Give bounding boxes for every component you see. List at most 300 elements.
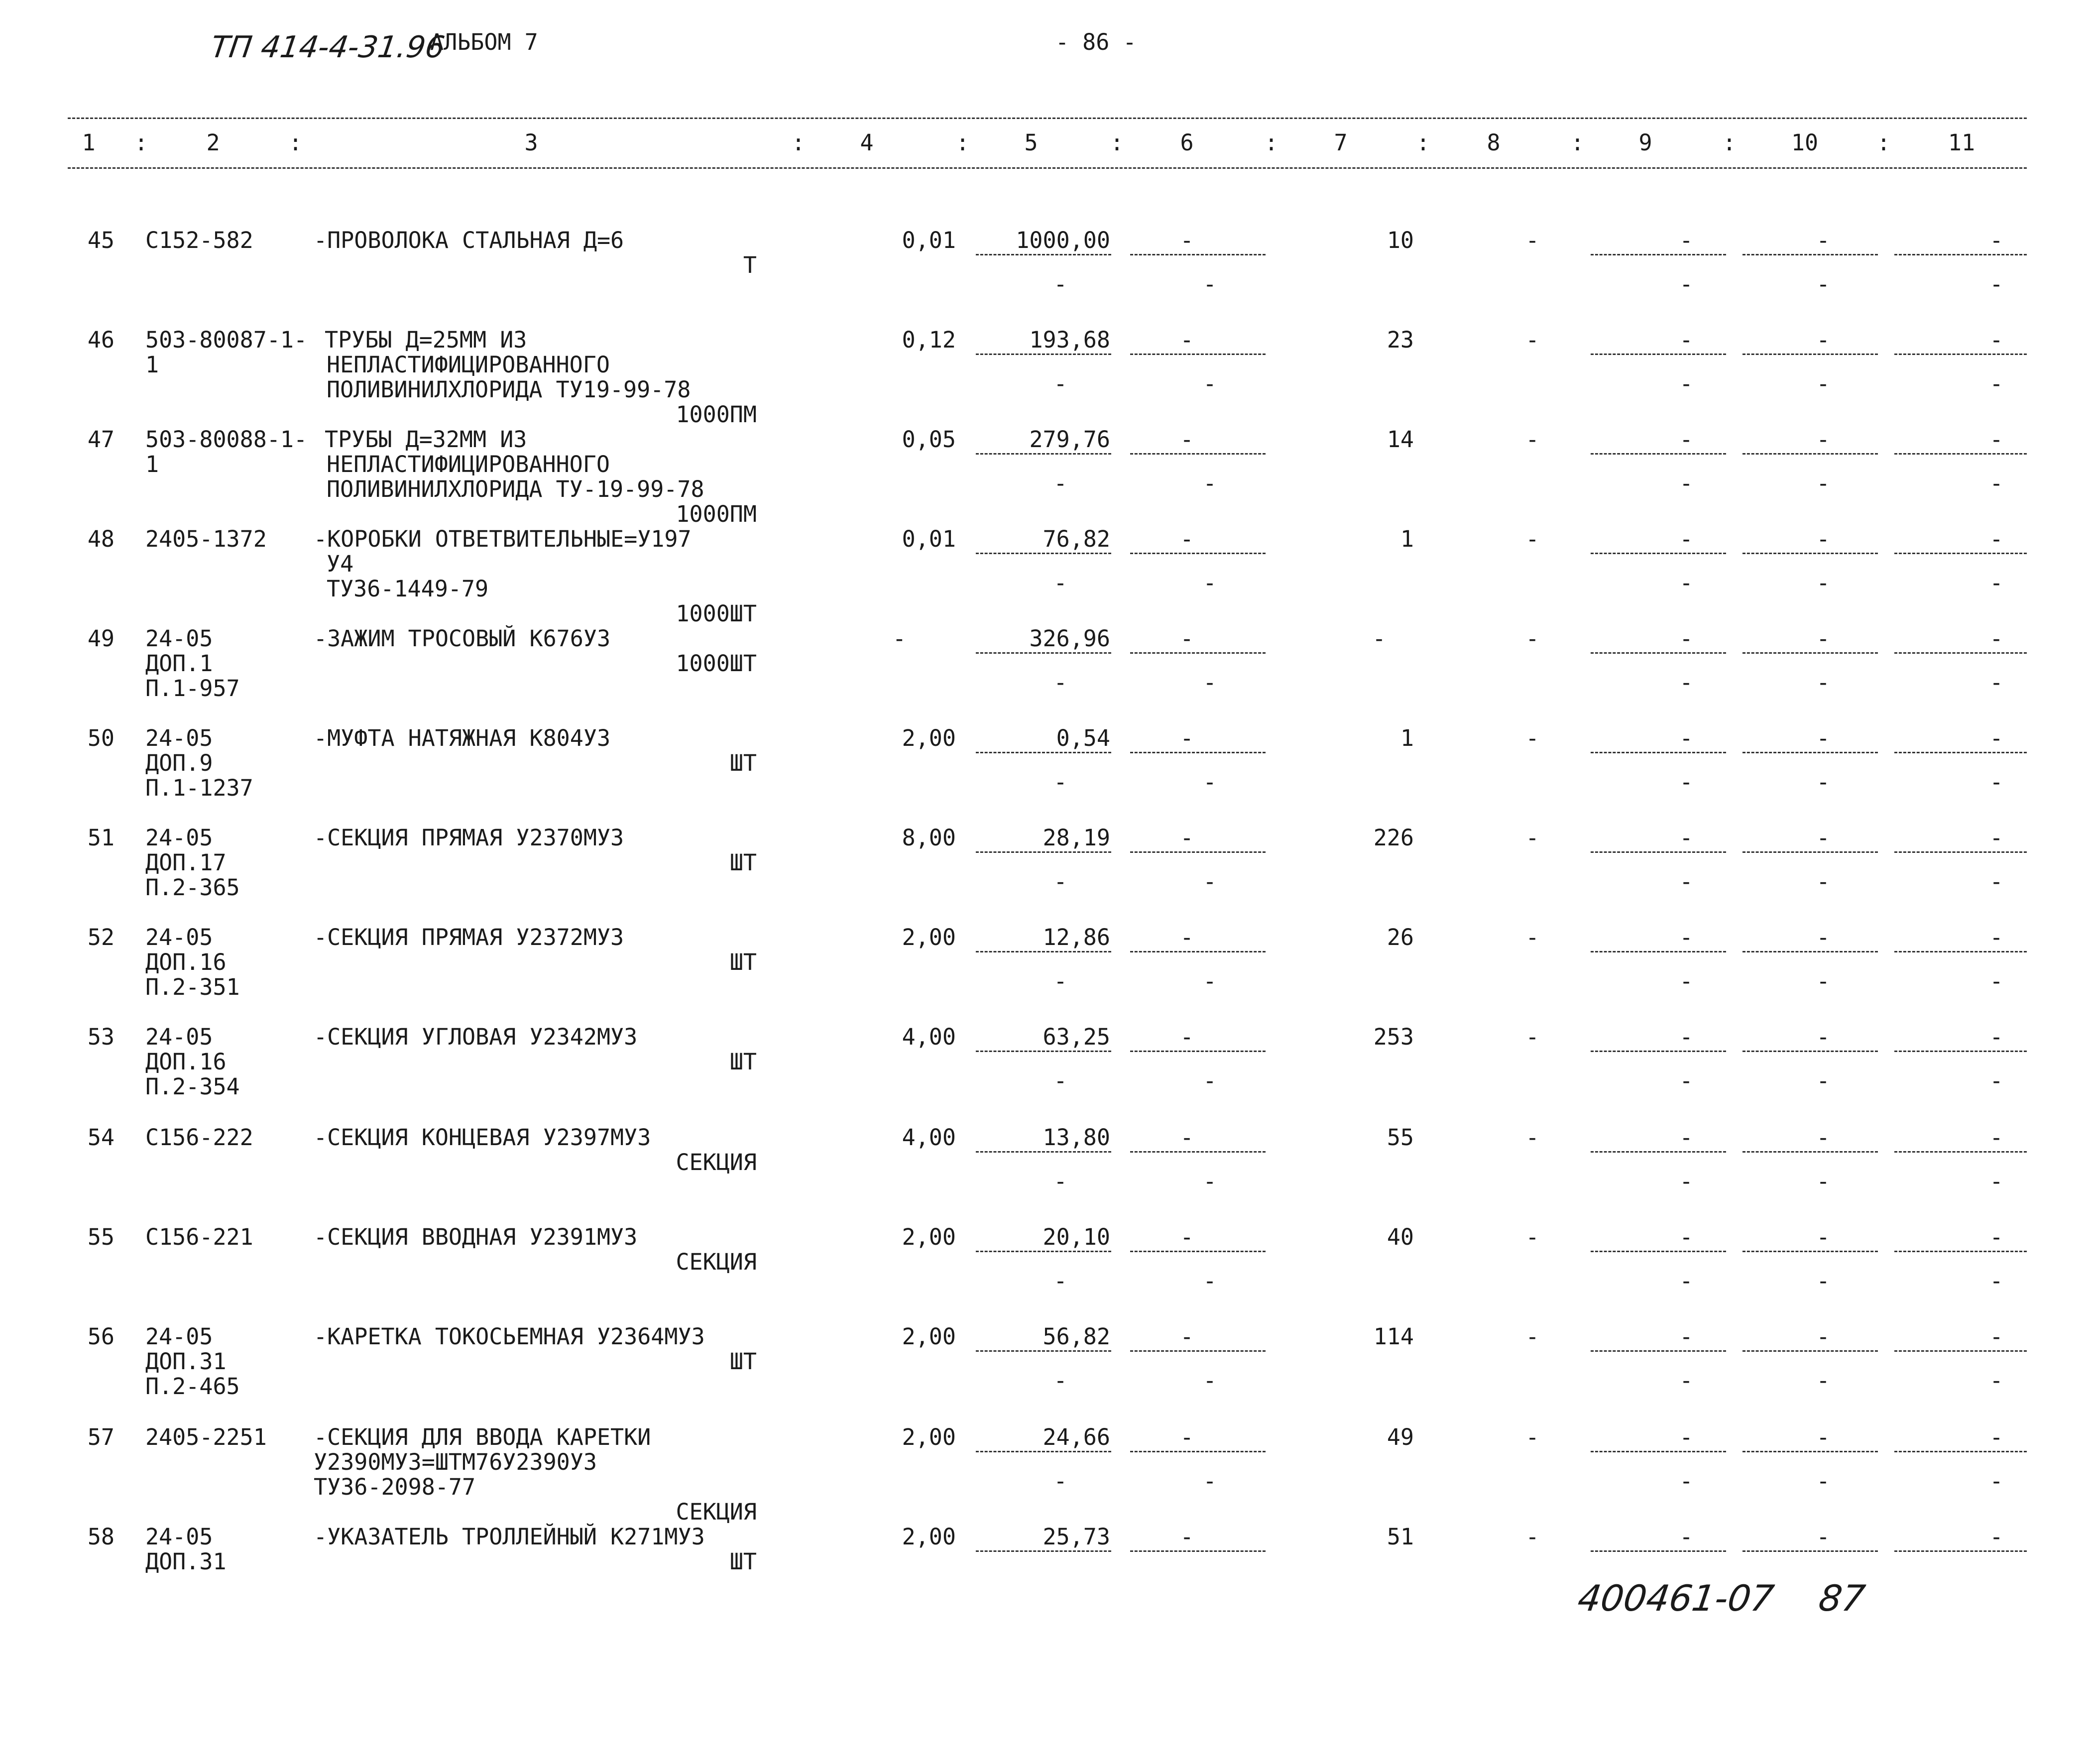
- cell-divider: [1742, 652, 1878, 654]
- row-col7: 114: [1373, 1323, 1414, 1350]
- row-b11-lower: -: [1989, 968, 2003, 994]
- cell-divider: [1894, 1350, 2027, 1352]
- row-code-line: 2405-2251: [145, 1424, 267, 1450]
- row-b10-lower: -: [1816, 470, 1830, 496]
- row-c9: -: [1679, 1323, 1693, 1350]
- row-name-line: -ЗАЖИМ ТРОСОВЫЙ К676У3: [314, 625, 611, 652]
- row-quantity: 0,05: [902, 426, 956, 453]
- row-c9: -: [1679, 327, 1693, 353]
- row-price: 13,80: [1043, 1124, 1110, 1151]
- column-separator: :: [1571, 129, 1585, 156]
- row-c11: -: [1989, 1524, 2003, 1550]
- row-b11-lower: -: [1989, 271, 2003, 297]
- row-c10: -: [1816, 824, 1830, 851]
- row-c10: -: [1816, 1524, 1830, 1550]
- cell-divider: [1894, 951, 2027, 952]
- row-code-line: ДОП.16: [145, 1049, 227, 1075]
- cell-divider: [1591, 453, 1726, 455]
- row-c11: -: [1989, 824, 2003, 851]
- cell-divider: [976, 353, 1111, 355]
- cell-divider: [1591, 851, 1726, 853]
- row-price: 20,10: [1043, 1224, 1110, 1250]
- row-col6: -: [1180, 1323, 1194, 1350]
- cell-divider: [1130, 453, 1266, 455]
- row-code-line: ДОП.1: [145, 650, 213, 677]
- row-b5-lower: -: [1053, 968, 1067, 994]
- cell-divider: [1130, 353, 1266, 355]
- footer-handwritten-stamp: [1575, 1577, 1867, 1619]
- row-name-line: -КОРОБКИ ОТВЕТВИТЕЛЬНЫЕ=У197: [314, 526, 692, 552]
- row-b6-lower: -: [1203, 1468, 1217, 1494]
- column-separator: :: [1110, 129, 1124, 156]
- cell-divider: [976, 1251, 1111, 1252]
- cell-divider: [1130, 951, 1266, 952]
- row-col7: 226: [1373, 824, 1414, 851]
- cell-divider: [1742, 951, 1878, 952]
- row-c10: -: [1816, 327, 1830, 353]
- row-c10: -: [1816, 625, 1830, 652]
- row-col8: -: [1525, 625, 1539, 652]
- row-code-line: 24-05: [145, 1024, 213, 1050]
- row-code-line: 24-05: [145, 1323, 213, 1350]
- row-unit: 1000ШТ: [676, 650, 757, 677]
- row-number: 45: [87, 227, 115, 253]
- row-unit: СЕКЦИЯ: [676, 1149, 757, 1176]
- cell-divider: [1894, 1550, 2027, 1552]
- row-code-line: 1: [145, 451, 159, 477]
- row-name-line: НЕПЛАСТИФИЦИРОВАННОГО: [327, 451, 610, 477]
- row-b9-lower: -: [1679, 1268, 1693, 1294]
- cell-divider: [1894, 254, 2027, 255]
- album-label: АЛЬБОМ 7: [430, 29, 538, 55]
- row-b11-lower: -: [1989, 669, 2003, 696]
- row-price: 28,19: [1043, 824, 1110, 851]
- row-col8: -: [1525, 227, 1539, 253]
- column-number-2: 2: [206, 129, 220, 156]
- row-b5-lower: -: [1053, 1367, 1067, 1394]
- row-c10: -: [1816, 1323, 1830, 1350]
- row-number: 58: [87, 1524, 115, 1550]
- row-quantity: 2,00: [902, 924, 956, 950]
- row-col7: 1: [1400, 526, 1414, 552]
- row-b5-lower: -: [1053, 868, 1067, 895]
- column-number-3: 3: [524, 129, 538, 156]
- row-b6-lower: -: [1203, 470, 1217, 496]
- row-col7: 14: [1387, 426, 1414, 453]
- row-col8: -: [1525, 1424, 1539, 1450]
- row-col8: -: [1525, 924, 1539, 950]
- cell-divider: [1742, 453, 1878, 455]
- row-b9-lower: -: [1679, 968, 1693, 994]
- row-code-line: П.2-354: [145, 1073, 240, 1100]
- row-col7: 23: [1387, 327, 1414, 353]
- row-price: 76,82: [1043, 526, 1110, 552]
- row-b11-lower: -: [1989, 470, 2003, 496]
- row-col8: -: [1525, 426, 1539, 453]
- row-col6: -: [1180, 1024, 1194, 1050]
- row-b9-lower: -: [1679, 1367, 1693, 1394]
- column-number-5: 5: [1024, 129, 1038, 156]
- row-col6: -: [1180, 526, 1194, 552]
- row-col7: 253: [1373, 1024, 1414, 1050]
- row-c10: -: [1816, 1124, 1830, 1151]
- row-price: 326,96: [1029, 625, 1110, 652]
- row-c10: -: [1816, 1424, 1830, 1450]
- cell-divider: [1591, 353, 1726, 355]
- row-c9: -: [1679, 924, 1693, 950]
- row-c9: -: [1679, 1024, 1693, 1050]
- row-b5-lower: -: [1053, 470, 1067, 496]
- cell-divider: [976, 1550, 1111, 1552]
- row-number: 53: [87, 1024, 115, 1050]
- row-b5-lower: -: [1053, 1468, 1067, 1494]
- row-b11-lower: -: [1989, 1168, 2003, 1194]
- row-c10: -: [1816, 526, 1830, 552]
- row-c10: -: [1816, 924, 1830, 950]
- cell-divider: [1130, 851, 1266, 853]
- cell-divider: [1130, 254, 1266, 255]
- row-c11: -: [1989, 1024, 2003, 1050]
- row-name-line: -УКАЗАТЕЛЬ ТРОЛЛЕЙНЫЙ К271МУ3: [314, 1524, 705, 1550]
- row-name-line: У2390МУ3=ШТМ76У2390У3: [314, 1449, 597, 1475]
- row-name-line: ПОЛИВИНИЛХЛОРИДА ТУ19-99-78: [327, 376, 691, 403]
- cell-divider: [1591, 254, 1726, 255]
- row-number: 52: [87, 924, 115, 950]
- cell-divider: [976, 752, 1111, 753]
- cell-divider: [1742, 851, 1878, 853]
- row-price: 12,86: [1043, 924, 1110, 950]
- row-col7: 1: [1400, 725, 1414, 751]
- row-quantity: 0,12: [902, 327, 956, 353]
- row-b10-lower: -: [1816, 968, 1830, 994]
- row-col8: -: [1525, 1524, 1539, 1550]
- row-col7: 26: [1387, 924, 1414, 950]
- row-code-line: С156-222: [145, 1124, 253, 1151]
- row-c9: -: [1679, 1424, 1693, 1450]
- row-number: 55: [87, 1224, 115, 1250]
- row-col7: -: [1372, 625, 1386, 652]
- cell-divider: [1130, 752, 1266, 753]
- row-c11: -: [1989, 1323, 2003, 1350]
- row-name-line: -СЕКЦИЯ ПРЯМАЯ У2372МУ3: [314, 924, 624, 950]
- row-col7: 40: [1387, 1224, 1414, 1250]
- row-b5-lower: -: [1053, 271, 1067, 297]
- row-b10-lower: -: [1816, 1168, 1830, 1194]
- column-number-8: 8: [1487, 129, 1501, 156]
- row-c9: -: [1679, 625, 1693, 652]
- cell-divider: [1591, 1550, 1726, 1552]
- cell-divider: [976, 453, 1111, 455]
- row-code-line: П.1-957: [145, 675, 240, 702]
- column-separator: :: [134, 129, 148, 156]
- row-b5-lower: -: [1053, 1168, 1067, 1194]
- cell-divider: [1894, 1051, 2027, 1052]
- column-number-6: 6: [1180, 129, 1194, 156]
- row-b10-lower: -: [1816, 570, 1830, 596]
- row-code-line: П.2-365: [145, 874, 240, 901]
- row-name-line: -СЕКЦИЯ КОНЦЕВАЯ У2397МУ3: [314, 1124, 651, 1151]
- row-quantity: 2,00: [902, 1323, 956, 1350]
- page-number: - 86 -: [1055, 29, 1137, 55]
- row-b10-lower: -: [1816, 370, 1830, 397]
- row-col6: -: [1180, 327, 1194, 353]
- footer-code: 400461-07: [1575, 1577, 1777, 1619]
- row-quantity: 2,00: [902, 1224, 956, 1250]
- row-code-line: ДОП.31: [145, 1548, 227, 1575]
- row-b6-lower: -: [1203, 1067, 1217, 1094]
- row-col6: -: [1180, 1424, 1194, 1450]
- row-col7: 55: [1387, 1124, 1414, 1151]
- row-col7: 51: [1387, 1524, 1414, 1550]
- row-c11: -: [1989, 526, 2003, 552]
- row-b9-lower: -: [1679, 1468, 1693, 1494]
- cell-divider: [976, 1350, 1111, 1352]
- row-code-line: 24-05: [145, 824, 213, 851]
- row-unit: 1000ШТ: [676, 600, 757, 627]
- cell-divider: [1742, 1550, 1878, 1552]
- cell-divider: [976, 652, 1111, 654]
- row-code-line: 1: [145, 352, 159, 378]
- row-name-line: -СЕКЦИЯ ПРЯМАЯ У2370МУ3: [314, 824, 624, 851]
- row-number: 51: [87, 824, 115, 851]
- row-price: 56,82: [1043, 1323, 1110, 1350]
- cell-divider: [1742, 353, 1878, 355]
- row-b9-lower: -: [1679, 271, 1693, 297]
- cell-divider: [1742, 1051, 1878, 1052]
- row-col8: -: [1525, 526, 1539, 552]
- column-separator: :: [956, 129, 970, 156]
- cell-divider: [1894, 851, 2027, 853]
- row-price: 25,73: [1043, 1524, 1110, 1550]
- row-b6-lower: -: [1203, 769, 1217, 795]
- row-b10-lower: -: [1816, 669, 1830, 696]
- cell-divider: [1742, 1451, 1878, 1452]
- row-code-line: 2405-1372: [145, 526, 267, 552]
- row-code-line: С156-221: [145, 1224, 253, 1250]
- cell-divider: [1591, 553, 1726, 554]
- row-c11: -: [1989, 924, 2003, 950]
- row-quantity: 0,01: [902, 526, 956, 552]
- row-name-line: -СЕКЦИЯ ВВОДНАЯ У2391МУ3: [314, 1224, 638, 1250]
- cell-divider: [1894, 1151, 2027, 1153]
- row-b6-lower: -: [1203, 868, 1217, 895]
- cell-divider: [976, 553, 1111, 554]
- cell-divider: [976, 1451, 1111, 1452]
- row-b5-lower: -: [1053, 570, 1067, 596]
- row-col6: -: [1180, 426, 1194, 453]
- row-price: 193,68: [1029, 327, 1110, 353]
- row-c10: -: [1816, 426, 1830, 453]
- cell-divider: [1591, 1251, 1726, 1252]
- row-b10-lower: -: [1816, 1367, 1830, 1394]
- row-c10: -: [1816, 227, 1830, 253]
- row-code-line: 24-05: [145, 924, 213, 950]
- column-number-1: 1: [82, 129, 96, 156]
- cell-divider: [1591, 1051, 1726, 1052]
- row-quantity: 2,00: [902, 1424, 956, 1450]
- row-price: 1000,00: [1016, 227, 1110, 253]
- column-number-10: 10: [1791, 129, 1819, 156]
- row-name-line: ТУ36-1449-79: [327, 576, 489, 602]
- row-c10: -: [1816, 1024, 1830, 1050]
- row-c11: -: [1989, 725, 2003, 751]
- row-col8: -: [1525, 1024, 1539, 1050]
- cell-divider: [1894, 553, 2027, 554]
- cell-divider: [1130, 1151, 1266, 1153]
- column-separator: :: [1265, 129, 1278, 156]
- row-col8: -: [1525, 327, 1539, 353]
- row-quantity: 2,00: [902, 725, 956, 751]
- row-price: 279,76: [1029, 426, 1110, 453]
- row-code-line: 24-05: [145, 625, 213, 652]
- row-code-line: П.2-351: [145, 974, 240, 1000]
- row-name-line: ПОЛИВИНИЛХЛОРИДА ТУ-19-99-78: [327, 476, 704, 502]
- row-quantity: 4,00: [902, 1024, 956, 1050]
- row-col6: -: [1180, 1224, 1194, 1250]
- row-col7: 10: [1387, 227, 1414, 253]
- row-quantity: 2,00: [902, 1524, 956, 1550]
- row-code-line: П.1-1237: [145, 775, 253, 801]
- row-b11-lower: -: [1989, 1468, 2003, 1494]
- row-unit: СЕКЦИЯ: [676, 1249, 757, 1275]
- row-unit: 1000ПМ: [676, 401, 757, 428]
- row-c9: -: [1679, 227, 1693, 253]
- cell-divider: [1591, 752, 1726, 753]
- row-code-line: П.2-465: [145, 1373, 240, 1400]
- row-quantity: 4,00: [902, 1124, 956, 1151]
- row-name-line: -МУФТА НАТЯЖНАЯ К804У3: [314, 725, 611, 751]
- row-name-line: ТРУБЫ Д=25ММ ИЗ: [325, 327, 527, 353]
- row-col6: -: [1180, 227, 1194, 253]
- cell-divider: [976, 254, 1111, 255]
- column-number-9: 9: [1638, 129, 1652, 156]
- row-code-line: 24-05: [145, 725, 213, 751]
- column-separator: :: [1723, 129, 1737, 156]
- row-col8: -: [1525, 1224, 1539, 1250]
- row-b6-lower: -: [1203, 1367, 1217, 1394]
- row-b5-lower: -: [1053, 1067, 1067, 1094]
- cell-divider: [1742, 254, 1878, 255]
- cell-divider: [1130, 1350, 1266, 1352]
- cell-divider: [1130, 1251, 1266, 1252]
- row-col8: -: [1525, 725, 1539, 751]
- row-b6-lower: -: [1203, 271, 1217, 297]
- row-col8: -: [1525, 1124, 1539, 1151]
- row-name-line: -СЕКЦИЯ УГЛОВАЯ У2342МУ3: [314, 1024, 638, 1050]
- row-code-line: ДОП.9: [145, 750, 213, 776]
- cell-divider: [1591, 1151, 1726, 1153]
- row-b9-lower: -: [1679, 1168, 1693, 1194]
- cell-divider: [1591, 652, 1726, 654]
- row-name-line: ТУ36-2098-77: [314, 1474, 476, 1500]
- cell-divider: [976, 1051, 1111, 1052]
- row-unit: ШТ: [729, 949, 757, 975]
- row-c11: -: [1989, 625, 2003, 652]
- row-c9: -: [1679, 725, 1693, 751]
- cell-divider: [1894, 652, 2027, 654]
- row-col6: -: [1180, 924, 1194, 950]
- row-price: 0,54: [1056, 725, 1110, 751]
- row-unit: ШТ: [729, 849, 757, 876]
- row-b10-lower: -: [1816, 271, 1830, 297]
- cell-divider: [1894, 353, 2027, 355]
- row-b9-lower: -: [1679, 868, 1693, 895]
- row-col6: -: [1180, 824, 1194, 851]
- row-quantity: -: [892, 625, 906, 652]
- row-c11: -: [1989, 227, 2003, 253]
- row-c10: -: [1816, 1224, 1830, 1250]
- row-code-line: ДОП.17: [145, 849, 227, 876]
- row-unit: 1000ПМ: [676, 501, 757, 527]
- row-col8: -: [1525, 824, 1539, 851]
- row-number: 56: [87, 1323, 115, 1350]
- row-b10-lower: -: [1816, 1268, 1830, 1294]
- column-number-4: 4: [860, 129, 874, 156]
- row-c9: -: [1679, 1124, 1693, 1151]
- row-number: 49: [87, 625, 115, 652]
- row-col7: 49: [1387, 1424, 1414, 1450]
- row-col8: -: [1525, 1323, 1539, 1350]
- row-name-line: -КАРЕТКА ТОКОСЬЕМНАЯ У2364МУ3: [314, 1323, 705, 1350]
- row-b9-lower: -: [1679, 570, 1693, 596]
- row-b11-lower: -: [1989, 1067, 2003, 1094]
- row-b11-lower: -: [1989, 769, 2003, 795]
- cell-divider: [976, 851, 1111, 853]
- cell-divider: [1591, 1451, 1726, 1452]
- column-separator: :: [792, 129, 806, 156]
- row-b10-lower: -: [1816, 769, 1830, 795]
- row-c11: -: [1989, 327, 2003, 353]
- cell-divider: [1742, 1350, 1878, 1352]
- row-code-line: 24-05: [145, 1524, 213, 1550]
- column-separator: :: [289, 129, 303, 156]
- cell-divider: [1894, 1251, 2027, 1252]
- row-b11-lower: -: [1989, 1367, 2003, 1394]
- row-b5-lower: -: [1053, 669, 1067, 696]
- column-number-7: 7: [1334, 129, 1348, 156]
- row-c10: -: [1816, 725, 1830, 751]
- row-b5-lower: -: [1053, 769, 1067, 795]
- cell-divider: [1742, 1251, 1878, 1252]
- row-number: 48: [87, 526, 115, 552]
- row-b9-lower: -: [1679, 1067, 1693, 1094]
- row-col6: -: [1180, 1524, 1194, 1550]
- row-b10-lower: -: [1816, 1468, 1830, 1494]
- cell-divider: [1591, 951, 1726, 952]
- cell-divider: [1742, 752, 1878, 753]
- row-b10-lower: -: [1816, 1067, 1830, 1094]
- row-name-line: -ПРОВОЛОКА СТАЛЬНАЯ Д=6: [314, 227, 624, 253]
- cell-divider: [1130, 553, 1266, 554]
- row-unit: ШТ: [729, 1348, 757, 1375]
- row-number: 47: [87, 426, 115, 453]
- row-number: 50: [87, 725, 115, 751]
- column-number-11: 11: [1948, 129, 1975, 156]
- row-col6: -: [1180, 725, 1194, 751]
- row-unit: ШТ: [729, 1049, 757, 1075]
- row-b9-lower: -: [1679, 370, 1693, 397]
- row-col6: -: [1180, 1124, 1194, 1151]
- document-code-handwritten: ТП 414-4-31.96: [209, 30, 447, 65]
- row-b9-lower: -: [1679, 470, 1693, 496]
- row-b9-lower: -: [1679, 769, 1693, 795]
- cell-divider: [1742, 1151, 1878, 1153]
- cell-divider: [1894, 752, 2027, 753]
- row-quantity: 8,00: [902, 824, 956, 851]
- row-b6-lower: -: [1203, 1268, 1217, 1294]
- row-b6-lower: -: [1203, 968, 1217, 994]
- column-separator: :: [1877, 129, 1891, 156]
